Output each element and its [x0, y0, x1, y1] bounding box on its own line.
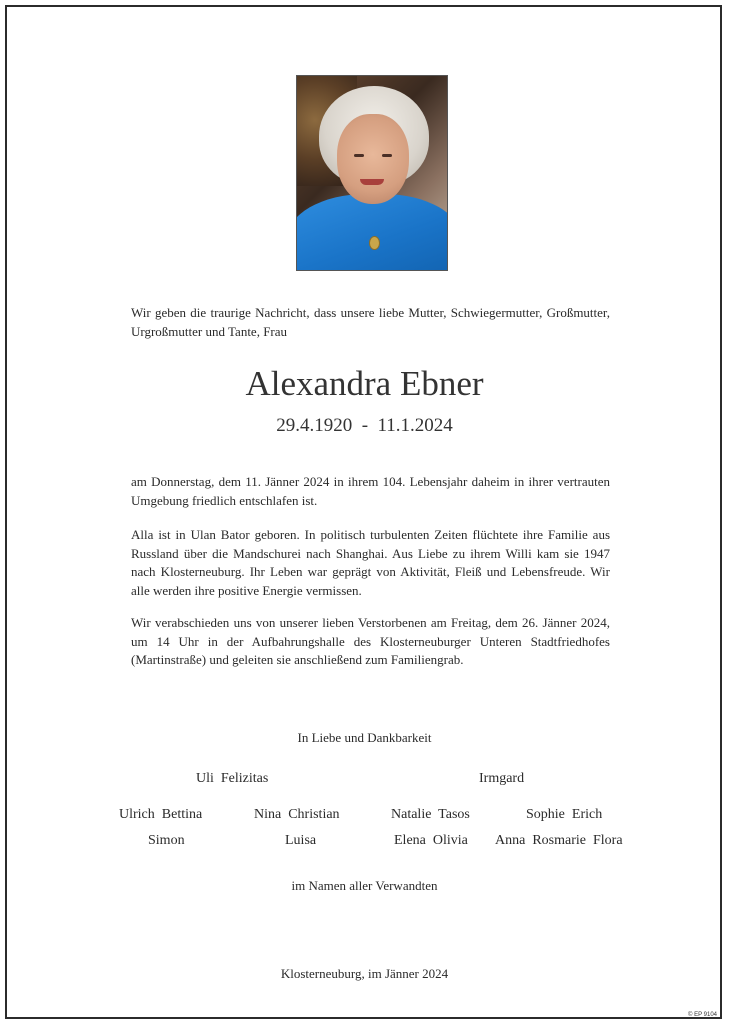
signoff-line: im Namen aller Verwandten — [291, 878, 438, 893]
mourner-group: Luisa — [285, 833, 317, 848]
portrait-photo — [296, 75, 448, 271]
mourner-group: Anna Rosmarie Flora — [495, 833, 623, 848]
mourner-group: Sophie Erich — [526, 807, 603, 822]
intro-text: Wir geben die traurige Nachricht, dass unsere liebe Mutter, Schwiegermutter, Großmutter, Urgroßmutter und Tante, Frau — [131, 305, 610, 339]
paragraph-passing: am Donnerstag, dem 11. Jänner 2024 in ihrem 104. Lebensjahr daheim in ihrer vertrauten Umgebung friedlich entschlafen ist. — [131, 474, 610, 508]
mourner-group: Irmgard — [479, 771, 525, 786]
mourner-group: Uli Felizitas — [196, 771, 269, 786]
mourner-group: Simon — [148, 833, 185, 848]
place-date: Klosterneuburg, im Jänner 2024 — [280, 966, 449, 981]
mourner-group: Ulrich Bettina — [119, 807, 203, 822]
thanks-line: In Liebe und Dankbarkeit — [297, 730, 432, 745]
mourner-group: Natalie Tasos — [391, 807, 470, 822]
deceased-name: Alexandra Ebner — [245, 364, 484, 403]
life-dates: 29.4.1920 - 11.1.2024 — [276, 415, 453, 436]
print-code: © EP 9104 — [688, 1012, 717, 1018]
paragraph-funeral: Wir verabschieden uns von unserer lieben Verstorbenen am Freitag, dem 26. Jänner 2024, um 14 Uhr in der Aufbahrungshalle des Klosterneuburger Unteren Stadtfriedhofes (Martinstraße) und geleiten sie anschließend zum Familiengrab. — [131, 615, 610, 667]
mourner-group: Nina Christian — [254, 807, 340, 822]
mourner-group: Elena Olivia — [394, 833, 468, 848]
paragraph-biography: Alla ist in Ulan Bator geboren. In politisch turbulenten Zeiten flüchtete ihre Familie aus Russland über die Mandschurei nach Shanghai. Aus Liebe zu ihrem Willi kam sie 1947 nach Klosterneuburg. Ihr Leben war geprägt von Aktivität, Fleiß und Lebensfreude. Wir alle werden ihre positive Energie vermissen. — [131, 527, 610, 598]
